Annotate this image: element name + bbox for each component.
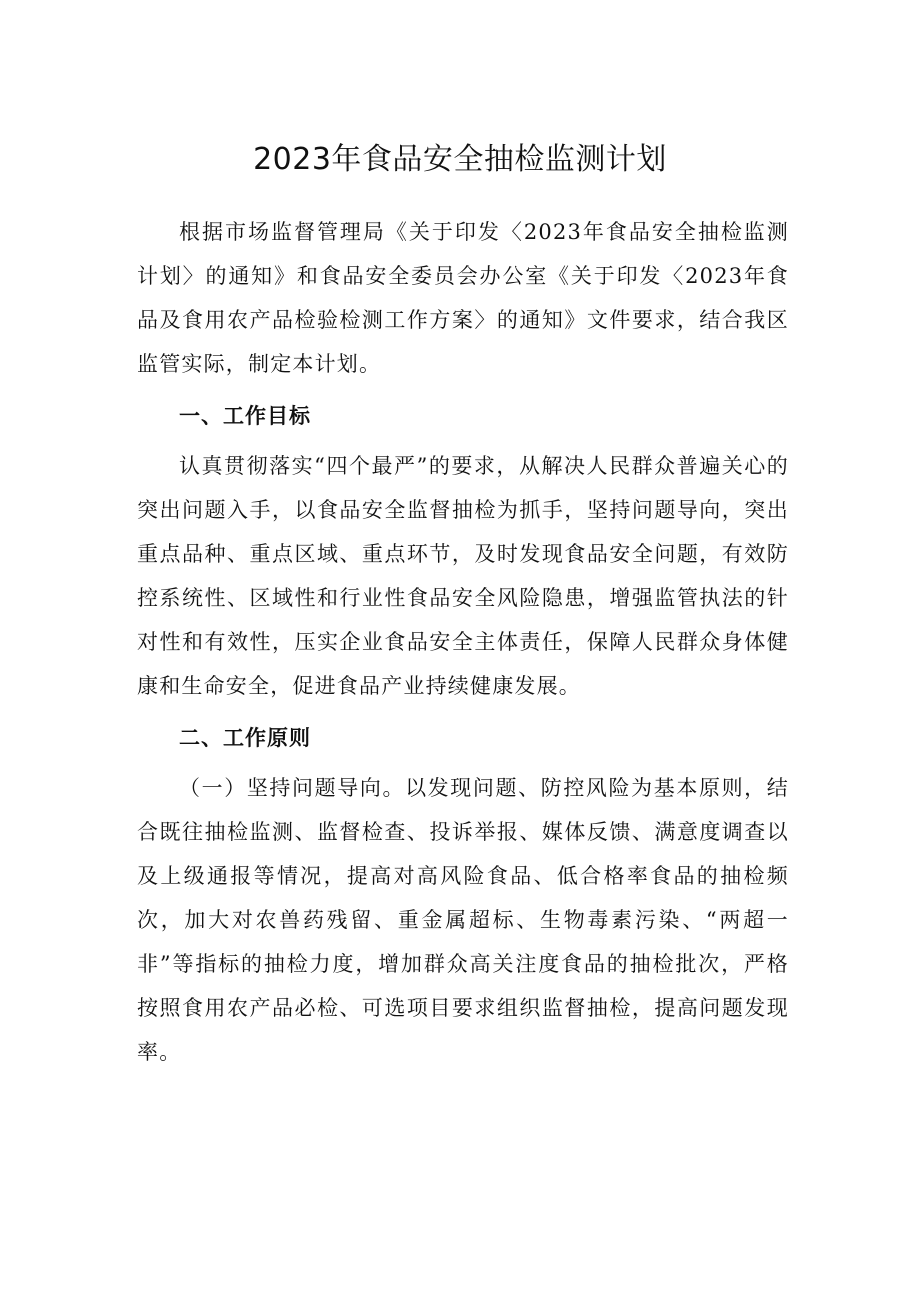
work-goals-paragraph: 认真贯彻落实“四个最严”的要求，从解决人民群众普遍关心的突出问题入手，以食品安全监督抽检为抓手，坚持问题导向，突出重点品种、重点区域、重点环节，及时发现食品安全问题，有效防控系统性、区域性和行业性食品安全风险隐患，增强监管执法的针对性和有效性，压实企业食品安全主体责任，保障人民群众身体健康和生命安全，促进食品产业持续健康发展。	[137, 454, 789, 698]
section-heading-work-goals: 一、工作目标	[179, 404, 311, 428]
principle-1-paragraph: （一）坚持问题导向。以发现问题、防控风险为基本原则，结合既往抽检监测、监督检查、投诉举报、媒体反馈、满意度调查以及上级通报等情况，提高对高风险食品、低合格率食品的抽检频次，加大对农兽药残留、重金属超标、生物毒素污染、“两超一非”等指标的抽检力度，增加群众高关注度食品的抽检批次，严格按照食用农产品必检、可选项目要求组织监督抽检，提高问题发现率。	[137, 776, 789, 1064]
section-heading-work-principles: 二、工作原则	[179, 726, 311, 750]
intro-paragraph: 根据市场监督管理局《关于印发〈2023年食品安全抽检监测计划〉的通知》和食品安全委员会办公室《关于印发〈2023年食品及食用农产品检验检测工作方案〉的通知》文件要求，结合我区监管实际，制定本计划。	[137, 220, 789, 376]
document-body	[137, 210, 789, 1074]
document-title: 2023年食品安全抽检监测计划	[253, 142, 667, 177]
